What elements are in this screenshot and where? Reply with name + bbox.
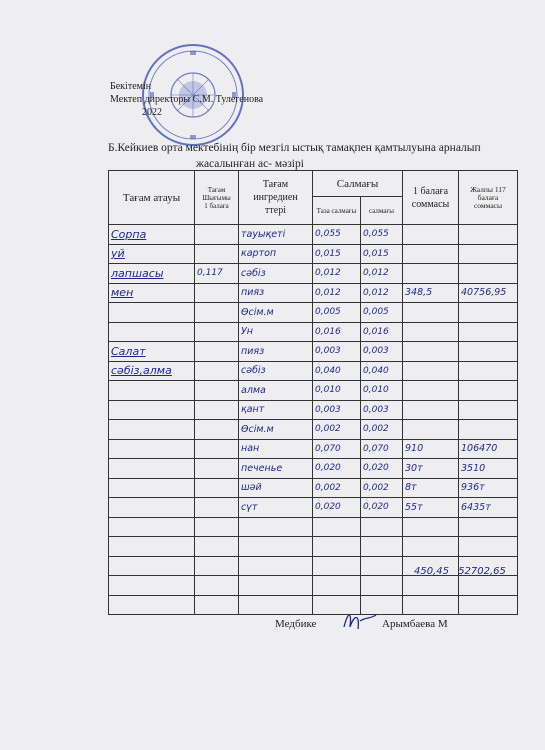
net-weight-cell: 0,070 (313, 439, 361, 459)
dish-name-cell: Салат (109, 342, 195, 362)
net-weight-cell (313, 517, 361, 537)
gross-weight-cell: 0,055 (361, 225, 403, 245)
cost-total-cell: 40756,95 (459, 283, 518, 303)
net-weight-cell (313, 576, 361, 596)
cost-one-cell: 910 (403, 439, 459, 459)
header-gross-weight: салмағы (361, 197, 403, 225)
gross-weight-cell: 0,005 (361, 303, 403, 323)
total-cost-all: 52702,65 (458, 566, 506, 577)
table-row (109, 400, 518, 420)
net-weight-cell: 0,020 (313, 459, 361, 479)
net-weight-cell: 0,012 (313, 283, 361, 303)
net-weight-cell: 0,040 (313, 361, 361, 381)
net-weight-cell: 0,012 (313, 264, 361, 284)
yield-cell (195, 342, 239, 362)
cost-one-cell (403, 400, 459, 420)
yield-cell (195, 595, 239, 615)
cost-one-cell (403, 303, 459, 323)
cost-total-cell (459, 400, 518, 420)
ingredient-cell: нан (239, 439, 313, 459)
approval-block (110, 80, 263, 119)
ingredient-cell (239, 537, 313, 557)
table-row (109, 517, 518, 537)
cost-one-cell: 30т (403, 459, 459, 479)
yield-cell (195, 478, 239, 498)
table-body (109, 225, 518, 615)
header-dish-name: Тағам атауы (109, 171, 195, 225)
ingredient-cell: сәбіз (239, 361, 313, 381)
table-row (109, 420, 518, 440)
ingredient-cell: пияз (239, 283, 313, 303)
table-row (109, 498, 518, 518)
header-net-weight: Таза салмағы (313, 197, 361, 225)
yield-cell (195, 381, 239, 401)
cost-one-cell (403, 537, 459, 557)
gross-weight-cell (361, 537, 403, 557)
cost-one-cell (403, 322, 459, 342)
cost-total-cell: 106470 (459, 439, 518, 459)
header-yield: Тағам Шығымы 1 балаға (195, 171, 239, 225)
dish-name-cell: лапшасы (109, 264, 195, 284)
header-cost-total: Жалпы 117 балаға соммасы (459, 171, 518, 225)
dish-name-cell (109, 381, 195, 401)
net-weight-cell: 0,020 (313, 498, 361, 518)
cost-total-cell: 936т (459, 478, 518, 498)
gross-weight-cell (361, 556, 403, 576)
yield-cell (195, 459, 239, 479)
dish-name-cell: сәбіз,алма (109, 361, 195, 381)
gross-weight-cell: 0,040 (361, 361, 403, 381)
cost-total-cell (459, 381, 518, 401)
cost-total-cell: 3510 (459, 459, 518, 479)
cost-total-cell (459, 361, 518, 381)
gross-weight-cell: 0,010 (361, 381, 403, 401)
dish-name-cell (109, 498, 195, 518)
yield-cell (195, 283, 239, 303)
cost-total-cell (459, 264, 518, 284)
dish-name-cell (109, 478, 195, 498)
dish-name-cell: уй (109, 244, 195, 264)
signer-role: Медбике (275, 618, 317, 630)
header-ingredients: Тағам ингредиен ттері (239, 171, 313, 225)
ingredient-cell: алма (239, 381, 313, 401)
yield-cell (195, 537, 239, 557)
header-weight: Салмағы (313, 171, 403, 197)
table-row (109, 576, 518, 596)
dish-name-cell (109, 556, 195, 576)
ingredient-cell: Ун (239, 322, 313, 342)
net-weight-cell: 0,002 (313, 420, 361, 440)
ingredient-cell: шәй (239, 478, 313, 498)
net-weight-cell (313, 537, 361, 557)
ingredient-cell: печенье (239, 459, 313, 479)
cost-one-cell (403, 244, 459, 264)
cost-one-cell (403, 576, 459, 596)
table-row (109, 361, 518, 381)
cost-one-cell (403, 595, 459, 615)
yield-cell (195, 517, 239, 537)
ingredient-cell: картоп (239, 244, 313, 264)
approval-date: 2022 (142, 107, 162, 118)
dish-name-cell (109, 595, 195, 615)
dish-name-cell: мен (109, 283, 195, 303)
table-row (109, 381, 518, 401)
cost-one-cell: 8т (403, 478, 459, 498)
table-row (109, 244, 518, 264)
table-row (109, 283, 518, 303)
signature-mark (340, 607, 380, 633)
signer-name: Арымбаева М (382, 618, 448, 630)
dish-name-cell (109, 517, 195, 537)
yield-cell (195, 556, 239, 576)
net-weight-cell: 0,003 (313, 400, 361, 420)
table-row (109, 537, 518, 557)
table-row (109, 322, 518, 342)
dish-name-cell (109, 459, 195, 479)
gross-weight-cell: 0,070 (361, 439, 403, 459)
cost-total-cell (459, 244, 518, 264)
yield-cell: 0,117 (195, 264, 239, 284)
gross-weight-cell: 0,003 (361, 342, 403, 362)
document-title: Б.Кейкиев орта мектебінің бір мезгіл ыстық тамақпен қамтылуына арналып (108, 142, 481, 154)
dish-name-cell (109, 322, 195, 342)
yield-cell (195, 439, 239, 459)
cost-one-cell (403, 264, 459, 284)
net-weight-cell (313, 556, 361, 576)
gross-weight-cell: 0,012 (361, 283, 403, 303)
totals-line (414, 566, 506, 577)
net-weight-cell: 0,005 (313, 303, 361, 323)
ingredient-cell (239, 556, 313, 576)
net-weight-cell: 0,015 (313, 244, 361, 264)
cost-total-cell (459, 303, 518, 323)
cost-total-cell (459, 322, 518, 342)
net-weight-cell: 0,003 (313, 342, 361, 362)
cost-total-cell (459, 537, 518, 557)
ingredient-cell: пияз (239, 342, 313, 362)
cost-one-cell (403, 225, 459, 245)
cost-one-cell (403, 517, 459, 537)
table-row (109, 225, 518, 245)
dish-name-cell (109, 400, 195, 420)
yield-cell (195, 498, 239, 518)
cost-one-cell (403, 361, 459, 381)
gross-weight-cell (361, 576, 403, 596)
net-weight-cell: 0,016 (313, 322, 361, 342)
ingredient-cell: Өсім.м (239, 420, 313, 440)
dish-name-cell (109, 576, 195, 596)
table-row (109, 478, 518, 498)
ingredient-cell: сүт (239, 498, 313, 518)
yield-cell (195, 361, 239, 381)
ingredient-cell: Өсім.м (239, 303, 313, 323)
document-subtitle: жасалынған ас- мәзірі (196, 158, 304, 170)
yield-cell (195, 303, 239, 323)
ingredient-cell: сәбіз (239, 264, 313, 284)
ingredient-cell: тауықеті (239, 225, 313, 245)
cost-total-cell (459, 225, 518, 245)
gross-weight-cell: 0,002 (361, 420, 403, 440)
gross-weight-cell: 0,020 (361, 459, 403, 479)
yield-cell (195, 322, 239, 342)
net-weight-cell: 0,055 (313, 225, 361, 245)
dish-name-cell (109, 420, 195, 440)
dish-name-cell (109, 537, 195, 557)
cost-one-cell (403, 381, 459, 401)
cost-total-cell (459, 576, 518, 596)
gross-weight-cell: 0,002 (361, 478, 403, 498)
cost-total-cell (459, 420, 518, 440)
dish-name-cell: Сорпа (109, 225, 195, 245)
cost-total-cell (459, 342, 518, 362)
cost-one-cell (403, 420, 459, 440)
ingredient-cell (239, 576, 313, 596)
cost-total-cell (459, 517, 518, 537)
gross-weight-cell: 0,015 (361, 244, 403, 264)
yield-cell (195, 244, 239, 264)
cost-one-cell: 55т (403, 498, 459, 518)
gross-weight-cell (361, 517, 403, 537)
dish-name-cell (109, 439, 195, 459)
dish-name-cell (109, 303, 195, 323)
net-weight-cell: 0,002 (313, 478, 361, 498)
header-cost-one: 1 балаға соммасы (403, 171, 459, 225)
table-row (109, 303, 518, 323)
gross-weight-cell: 0,012 (361, 264, 403, 284)
net-weight-cell: 0,010 (313, 381, 361, 401)
ingredient-cell (239, 517, 313, 537)
approval-label: Бекітемін (110, 81, 152, 92)
table-row (109, 595, 518, 615)
menu-table (108, 170, 518, 615)
table-row (109, 342, 518, 362)
table-row (109, 264, 518, 284)
director-line: Мектеп директоры С.М. Тулегенова (110, 94, 264, 105)
cost-total-cell (459, 595, 518, 615)
cost-one-cell (403, 342, 459, 362)
cost-total-cell: 6435т (459, 498, 518, 518)
ingredient-cell (239, 595, 313, 615)
gross-weight-cell: 0,016 (361, 322, 403, 342)
yield-cell (195, 225, 239, 245)
gross-weight-cell: 0,020 (361, 498, 403, 518)
ingredient-cell: қант (239, 400, 313, 420)
table-row (109, 439, 518, 459)
yield-cell (195, 420, 239, 440)
total-cost-one: 450,45 (414, 566, 449, 577)
table-row (109, 459, 518, 479)
cost-one-cell: 348,5 (403, 283, 459, 303)
yield-cell (195, 400, 239, 420)
gross-weight-cell: 0,003 (361, 400, 403, 420)
yield-cell (195, 576, 239, 596)
